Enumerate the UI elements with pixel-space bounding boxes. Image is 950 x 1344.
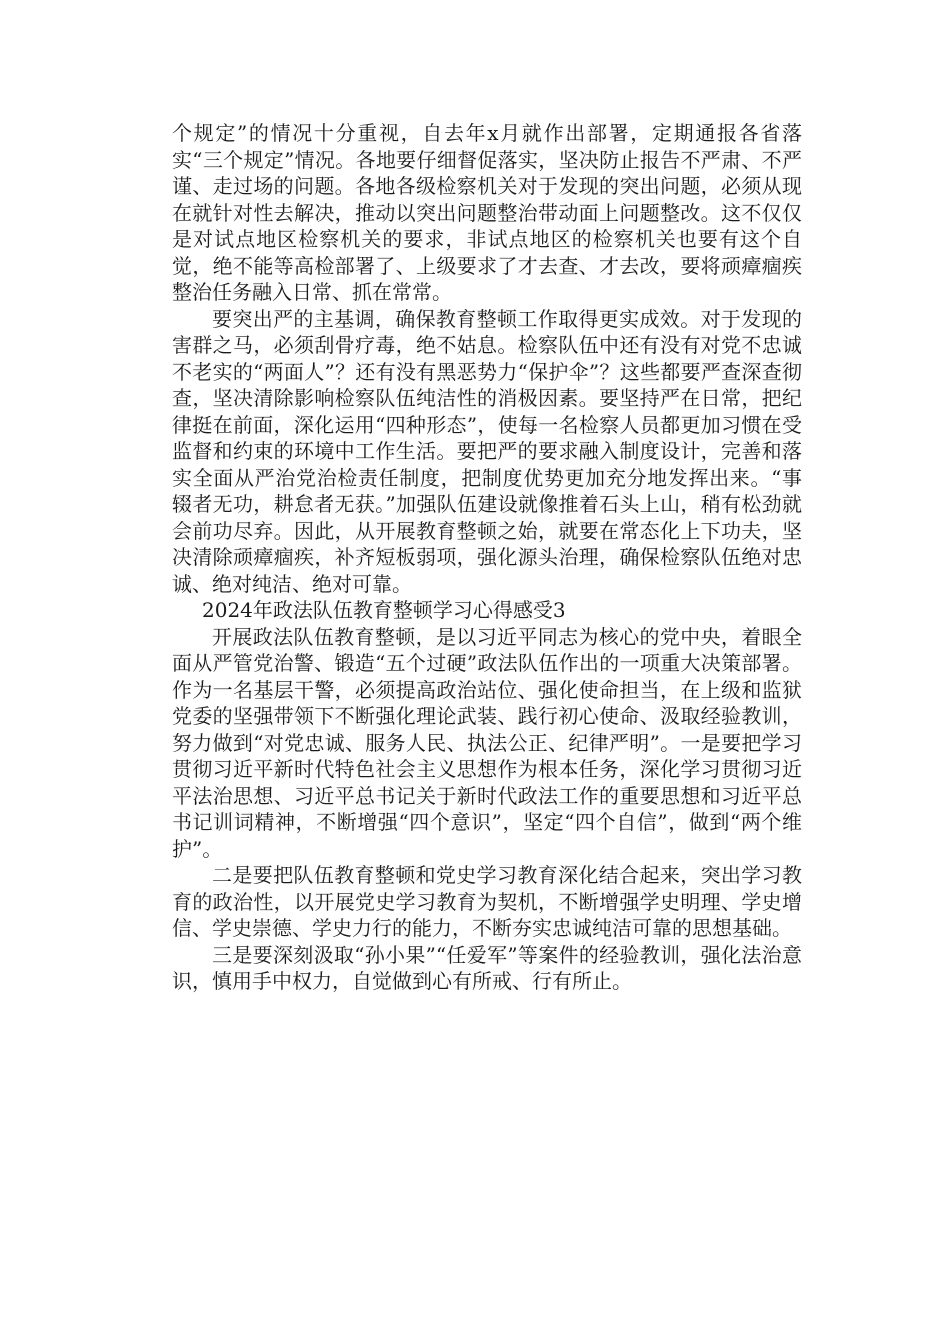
section-heading: 2024年政法队伍教育整顿学习心得感受3 [202,598,566,622]
paragraph-lessons: 三是要深刻汲取“孙小果”“任爱军”等案件的经验教训，强化法治意识，慎用手中权力，自觉做到心有所戒、行有所止。 [172,942,802,993]
paragraph-strict-tone: 要突出严的主基调，确保教育整顿工作取得更实成效。对于发现的害群之马，必须刮骨疗毒，绝不姑息。检察队伍中还有没有对党不忠诚不老实的“两面人”？还有没有黑恶势力“保护伞”？这些都要严查深查彻查，坚决清除影响检察队伍纯洁性的消极因素。要坚持严在日常，把纪律挺在前面，深化运用“四种形态”，使每一名检察人员都更加习惯在受监督和约束的环境中工作生活。要把严的要求融入制度设计，完善和落实全面从严治党治检责任制度，把制度优势更加充分地发挥出来。“事辍者无功，耕怠者无获。”加强队伍建设就像推着石头上山，稍有松劲就会前功尽弃。因此，从开展教育整顿之始，就要在常态化上下功夫，坚决清除顽瘴痼疾，补齐短板弱项，强化源头治理，确保检察队伍绝对忠诚、绝对纯洁、绝对可靠。 [172,306,802,596]
paragraph-party-history: 二是要把队伍教育整顿和党史学习教育深化结合起来，突出学习教育的政治性，以开展党史学习教育为契机，不断增强学史明理、学史增信、学史崇德、学史力行的能力，不断夯实忠诚纯洁可靠的思想基础。 [172,863,802,940]
paragraph-continuation: 个规定”的情况十分重视，自去年x月就作出部署，定期通报各省落实“三个规定”情况。各地要仔细督促落实，坚决防止报告不严肃、不严谨、走过场的问题。各地各级检察机关对于发现的突出问题，必须从现在就针对性去解决，推动以突出问题整治带动面上问题整改。这不仅仅是对试点地区检察机关的要求，非试点地区的检察机关也要有这个自觉，绝不能等高检部署了、上级要求了才去查、才去改，要将顽瘴痼疾整治任务融入日常、抓在常常。 [172,121,802,304]
document-body [172,120,802,995]
paragraph-education-rectification: 开展政法队伍教育整顿，是以习近平同志为核心的党中央，着眼全面从严管党治警、锻造“五个过硬”政法队伍作出的一项重大决策部署。作为一名基层干警，必须提高政治站位、强化使命担当，在上级和监狱党委的坚强带领下不断强化理论武装、践行初心使命、汲取经验教训，努力做到“对党忠诚、服务人民、执法公正、纪律严明”。一是要把学习贯彻习近平新时代特色社会主义思想作为根本任务，深化学习贯彻习近平法治思想、习近平总书记关于新时代政法工作的重要思想和习近平总书记训词精神，不断增强“四个意识”，坚定“四个自信”，做到“两个维护”。 [172,624,802,861]
